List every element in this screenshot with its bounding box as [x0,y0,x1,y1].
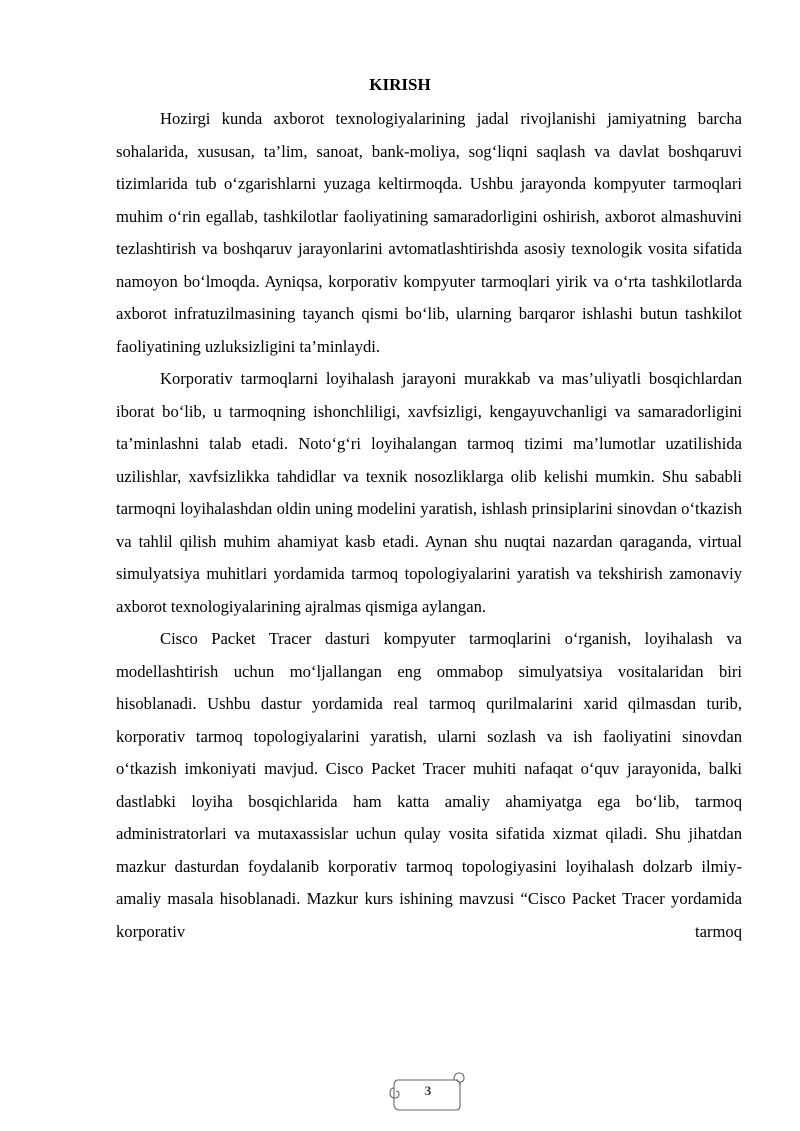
page-number-scroll-ornament [388,1070,468,1114]
paragraph-3: Cisco Packet Tracer dasturi kompyuter tarmoqlarini o‘rganish, loyihalash va modellashtirish uchun mo‘ljallangan eng ommabop simulyatsiya vositalaridan biri hisoblanadi. Ushbu dastur yordamida real tarmoq qurilmalarini xarid qilmasdan turib, korporativ tarmoq topologiyalarini yaratish, ularni sozlash va ish faoliyatini sinovdan o‘tkazish imkoniyati mavjud. Cisco Packet Tracer muhiti nafaqat o‘quv jarayonida, balki dastlabki loyiha bosqichlarida ham katta amaliy ahamiyatga ega bo‘lib, tarmoq administratorlari va mutaxassislar uchun qulay vosita sifatida xizmat qiladi. Shu jihatdan mazkur dasturdan foydalanib korporativ tarmoq topologiyasini loyihalash dolzarb ilmiy-amaliy masala hisoblanadi. Mazkur kurs ishining mavzusi “Cisco Packet Tracer yordamida korporativ tarmoq [116,629,742,941]
body-text [116,103,742,948]
page-number: 3 [424,1083,432,1098]
page-heading: KIRISH [369,75,431,94]
paragraph-1: Hozirgi kunda axborot texnologiyalarining jadal rivojlanishi jamiyatning barcha sohalarida, xususan, ta’lim, sanoat, bank-moliya, sog‘liqni saqlash va davlat boshqaruvi tizimlarida tub o‘zgarishlarni yuzaga keltirmoqda. Ushbu jarayonda kompyuter tarmoqlari muhim o‘rin egallab, tashkilotlar faoliyatining samaradorligini oshirish, axborot almashuvini tezlashtirish va boshqaruv jarayonlarini avtomatlashtirishda asosiy texnologik vosita sifatida namoyon bo‘lmoqda. Ayniqsa, korporativ kompyuter tarmoqlari yirik va o‘rta tashkilotlarda axborot infratuzilmasining tayanch qismi bo‘lib, ularning barqaror ishlashi butun tashkilot faoliyatining uzluksizligini ta’minlaydi. [116,109,742,356]
paragraph-2: Korporativ tarmoqlarni loyihalash jarayoni murakkab va mas’uliyatli bosqichlardan iborat bo‘lib, u tarmoqning ishonchliligi, xavfsizligi, kengayuvchanligi va samaradorligini ta’minlashni talab etadi. Noto‘g‘ri loyihalangan tarmoq tizimi ma’lumotlar uzatilishida uzilishlar, xavfsizlikka tahdidlar va texnik nosozliklarga olib kelishi mumkin. Shu sababli tarmoqni loyihalashdan oldin uning modelini yaratish, ishlash prinsiplarini sinovdan o‘tkazish va tahlil qilish muhim ahamiyat kasb etadi. Aynan shu nuqtai nazardan qaraganda, virtual simulyatsiya muhitlari yordamida tarmoq topologiyalarini yaratish va tekshirish zamonaviy axborot texnologiyalarining ajralmas qismiga aylangan. [116,369,742,616]
